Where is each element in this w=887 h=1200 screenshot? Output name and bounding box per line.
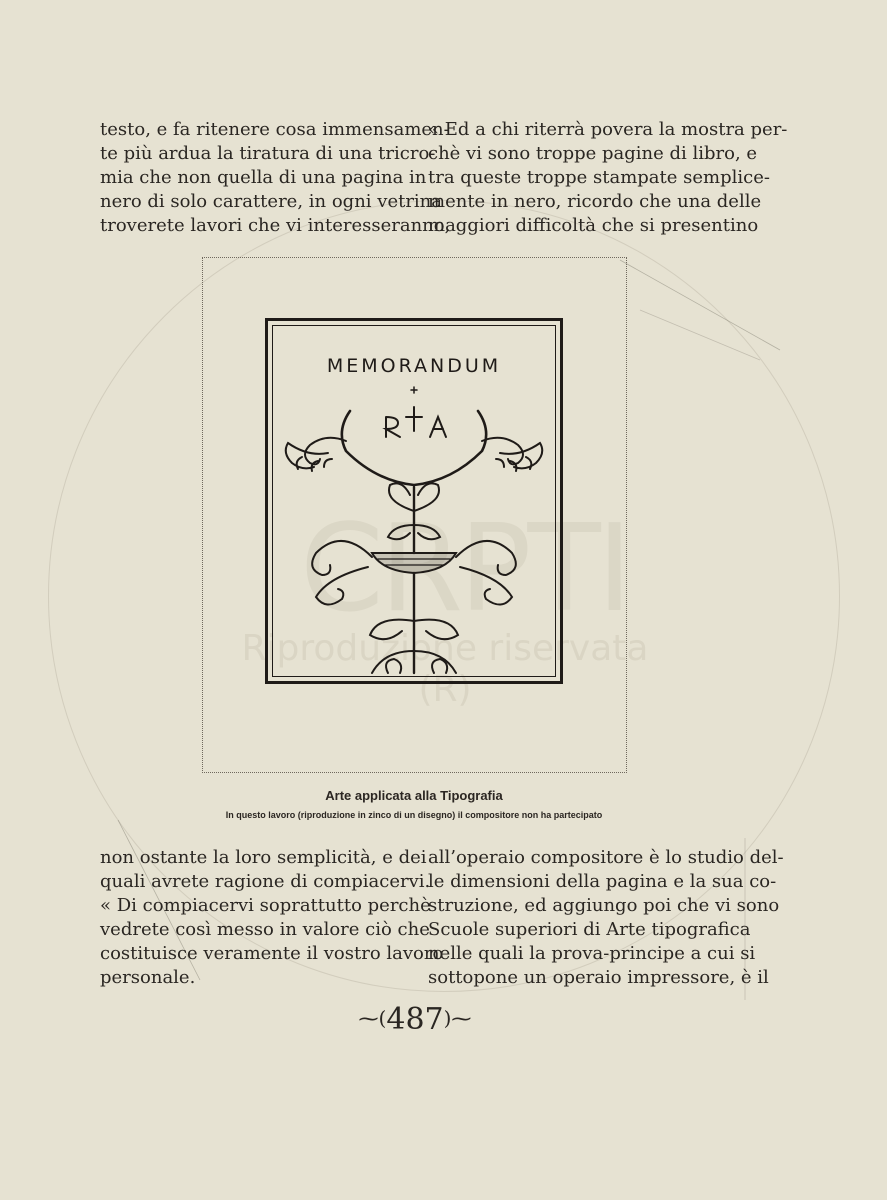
watermark-text: Riproduzione riservata (R) (241, 628, 649, 710)
floral-ornament-illustration (268, 321, 560, 681)
text-line: troverete lavori che vi interesseranno, (100, 215, 451, 236)
text-line: nelle quali la prova-principe a cui si (428, 943, 756, 964)
text-line: sottopone un operaio impressore, è il (428, 967, 769, 988)
text-column-top-right (428, 118, 788, 238)
plate-title: MEMORANDUM (326, 355, 502, 377)
text-line: costituisce veramente il vostro lavoro (100, 943, 444, 964)
text-line: testo, e fa ritenere cosa immensamen- (100, 119, 450, 140)
text-line: quali avrete ragione di compiacervi. (100, 871, 431, 892)
text-line: Scuole superiori di Arte tipografica (428, 919, 751, 940)
text-line: « Di compiacervi soprattutto perchè (100, 895, 431, 916)
figure-caption-title: Arte applicata alla Tipografia (325, 788, 503, 803)
watermark-mark: CRPTI (300, 500, 629, 639)
text-line: struzione, ed aggiungo poi che vi sono (428, 895, 780, 916)
text-line: tra queste troppe stampate semplice- (428, 167, 770, 188)
text-line: maggiori difficoltà che si presentino (428, 215, 759, 236)
text-line: non ostante la loro semplicità, e dei (100, 847, 427, 868)
page-number-value: 487 (386, 1002, 444, 1037)
figure-caption-subtitle: In questo lavoro (riproduzione in zinco di un disegno) il compositore non ha partecipato (225, 810, 603, 820)
text-line: te più ardua la tiratura di una tricro- (100, 143, 436, 164)
text-line: mente in nero, ricordo che una delle (428, 191, 762, 212)
text-column-top-left (100, 118, 451, 238)
text-line: vedrete così messo in valore ciò che (100, 919, 430, 940)
folio-ornament-right: )⁓ (443, 1006, 472, 1030)
text-line: all’operaio compositore è lo studio del- (428, 847, 784, 868)
page-number (340, 1002, 490, 1037)
text-line: mia che non quella di una pagina in (100, 167, 427, 188)
text-column-bottom-right (428, 846, 784, 990)
text-line: personale. (100, 967, 196, 988)
memorandum-plate (265, 318, 563, 684)
text-line: chè vi sono troppe pagine di libro, e (428, 143, 758, 164)
text-line: « Ed a chi riterrà povera la mostra per- (428, 119, 788, 140)
text-column-bottom-left (100, 846, 444, 990)
text-line: le dimensioni della pagina e la sua co- (428, 871, 777, 892)
folio-ornament-left: ⁓( (358, 1006, 387, 1030)
text-line: nero di solo carattere, in ogni vetrina (100, 191, 443, 212)
